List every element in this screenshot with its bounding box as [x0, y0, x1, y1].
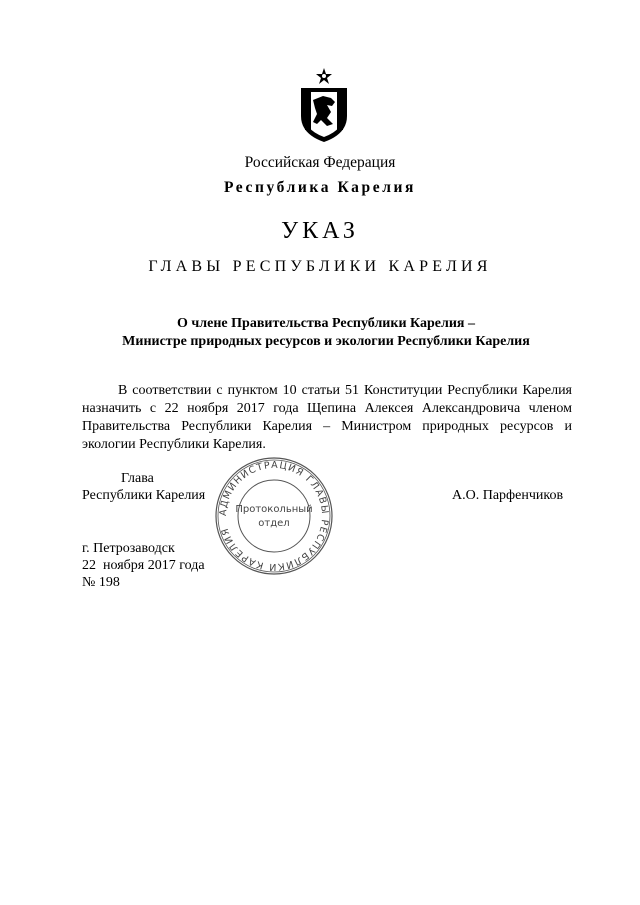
coat-of-arms-icon: [297, 66, 351, 144]
issue-date: 22 ноября 2017 года: [82, 558, 205, 573]
subject-line-1: О члене Правительства Республики Карелия –: [177, 316, 475, 331]
signatory-organization: Республики Карелия: [82, 488, 206, 503]
issue-place: г. Петрозаводск: [82, 541, 175, 556]
republic-name: Республика Карелия: [223, 179, 417, 196]
decree-body: В соответствии с пунктом 10 статьи 51 Конституции Республики Карелия назначить с 22 ноября 2017 года Щепина Алексея Александровича членом Правительства Республики Карелия – Министром природных ресурсов и экологии Республики Карелия.: [82, 383, 572, 452]
subject-line-2: Министре природных ресурсов и экологии Республики Карелия: [122, 334, 530, 349]
stamp-center-line-2: отдел: [258, 518, 290, 529]
decree-number: № 198: [82, 575, 120, 590]
svg-text:АДМИНИСТРАЦИЯ ГЛАВЫ РЕСПУБЛИКИ: [218, 460, 330, 572]
stamp-center-line-1: Протокольный: [235, 504, 313, 515]
signatory-title: Глава: [121, 471, 154, 486]
decree-subject: [80, 315, 572, 351]
stamp-ring-text: АДМИНИСТРАЦИЯ ГЛАВЫ РЕСПУБЛИКИ КАРЕЛИЯ: [217, 459, 331, 573]
issuer-title: ГЛАВЫ РЕСПУБЛИКИ КАРЕЛИЯ: [148, 258, 492, 275]
country-name: Российская Федерация: [244, 154, 396, 171]
document-type: УКАЗ: [281, 218, 359, 244]
signatory-name: А.О. Парфенчиков: [452, 488, 564, 503]
official-stamp: [212, 454, 336, 578]
